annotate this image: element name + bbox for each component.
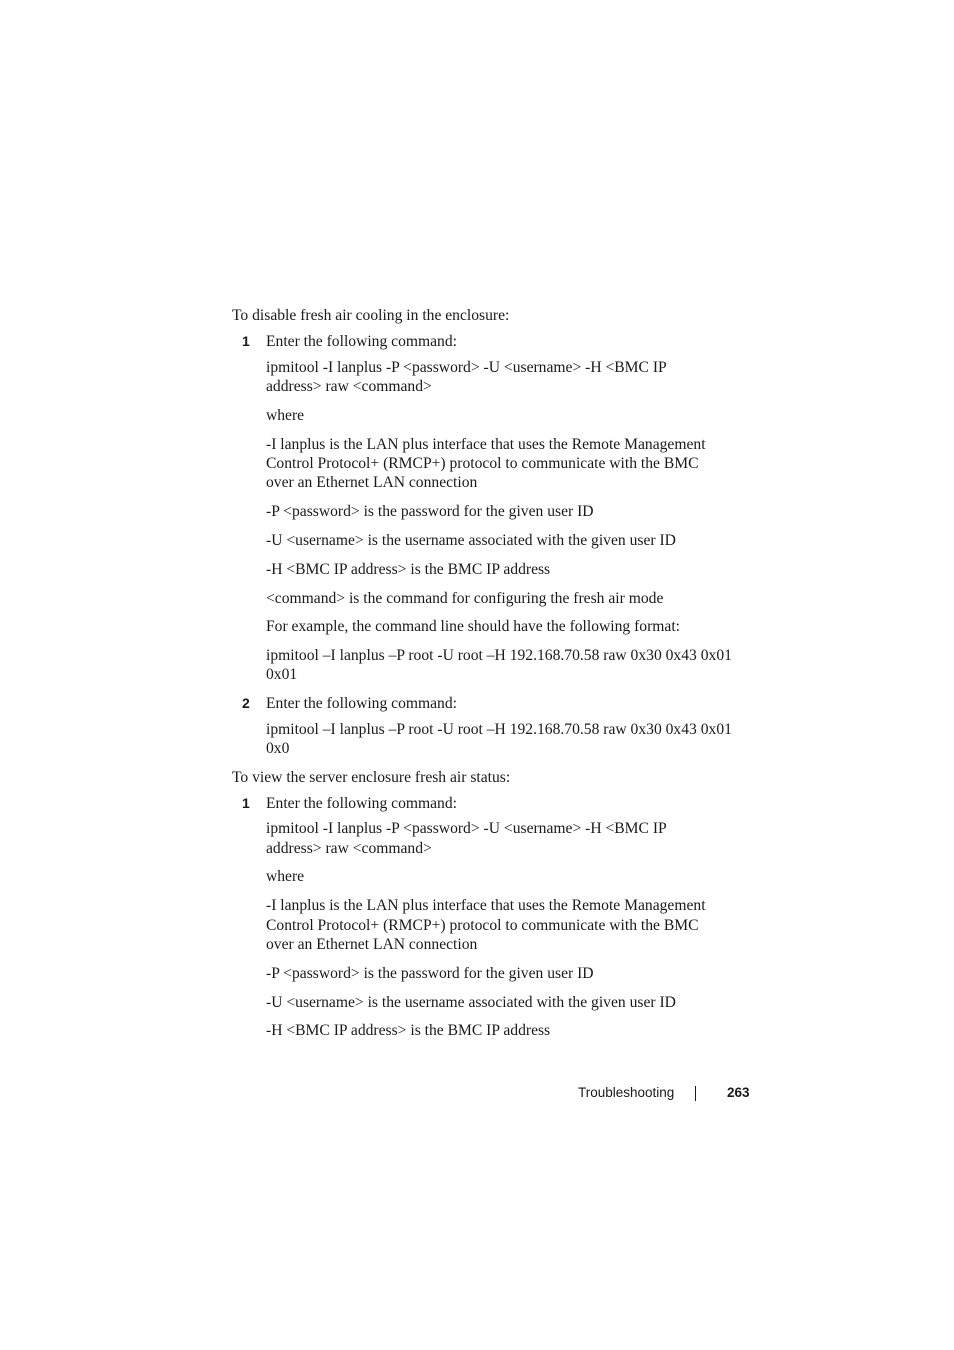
footer-section-title: Troubleshooting [578,1085,675,1100]
command-line: address> raw <command> [266,378,432,395]
step-number: 1 [242,333,250,349]
lanplus-description: Control Protocol+ (RMCP+) protocol to communicate with the BMC [266,455,699,472]
username-description: -U <username> is the username associated with the given user ID [266,994,676,1011]
command-line: ipmitool –I lanplus –P root -U root –H 192.168.70.58 raw 0x30 0x43 0x01 [266,721,732,738]
command-line: 0x0 [266,740,290,757]
footer-separator [695,1086,696,1101]
step-number: 1 [242,795,250,811]
example-command: 0x01 [266,666,298,683]
host-description: -H <BMC IP address> is the BMC IP address [266,1022,551,1039]
lanplus-description: over an Ethernet LAN connection [266,936,478,953]
lanplus-description: over an Ethernet LAN connection [266,474,478,491]
page-number: 263 [727,1085,750,1100]
command-line: ipmitool -I lanplus -P <password> -U <username> -H <BMC IP [266,359,667,376]
lanplus-description: Control Protocol+ (RMCP+) protocol to communicate with the BMC [266,917,699,934]
example-intro: For example, the command line should have the following format: [266,618,681,635]
example-command: ipmitool –I lanplus –P root -U root –H 192.168.70.58 raw 0x30 0x43 0x01 [266,647,732,664]
host-description: -H <BMC IP address> is the BMC IP address [266,561,551,578]
command-description: <command> is the command for configuring the fresh air mode [266,590,664,607]
lanplus-description: -I lanplus is the LAN plus interface that uses the Remote Management [266,436,706,453]
step-number: 2 [242,695,250,711]
command-line: address> raw <command> [266,840,432,857]
section2-intro: To view the server enclosure fresh air status: [232,769,511,786]
password-description: -P <password> is the password for the given user ID [266,965,594,982]
password-description: -P <password> is the password for the given user ID [266,503,594,520]
step-label: Enter the following command: [266,333,457,350]
where-label: where [266,868,305,885]
command-line: ipmitool -I lanplus -P <password> -U <username> -H <BMC IP [266,820,667,837]
step-label: Enter the following command: [266,695,457,712]
username-description: -U <username> is the username associated with the given user ID [266,532,676,549]
step-label: Enter the following command: [266,795,457,812]
where-label: where [266,407,305,424]
lanplus-description: -I lanplus is the LAN plus interface that uses the Remote Management [266,897,706,914]
section1-intro: To disable fresh air cooling in the enclosure: [232,307,510,324]
